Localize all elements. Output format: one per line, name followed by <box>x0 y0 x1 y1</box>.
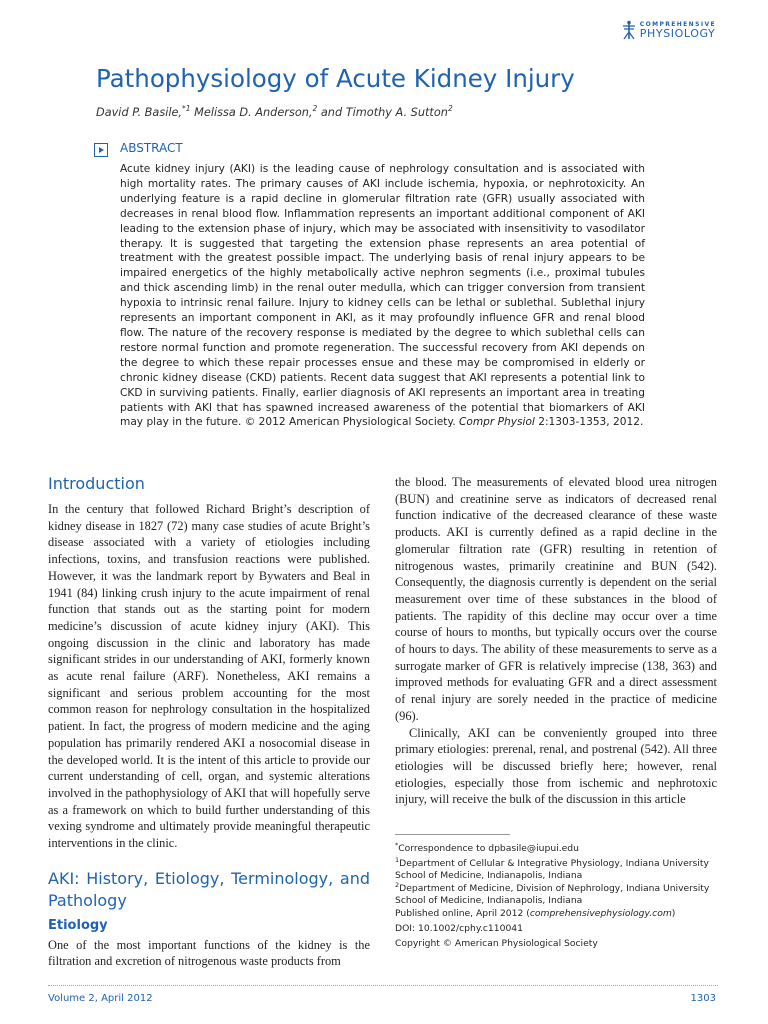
author-2-sup: 2 <box>312 104 318 113</box>
footnote-doi: DOI: 10.1002/cphy.c110041 <box>395 923 523 934</box>
abstract-heading: ABSTRACT <box>120 141 183 155</box>
footer-divider <box>48 985 718 986</box>
published-suffix: ) <box>671 908 676 919</box>
etiology-heading: Etiology <box>48 917 108 933</box>
footnote-copyright: Copyright © American Physiological Society <box>395 938 598 949</box>
author-1: David P. Basile, <box>96 105 183 119</box>
author-and: and <box>320 105 343 119</box>
corr-sup: * <box>395 841 399 849</box>
footnote-affiliation-1 <box>395 855 725 881</box>
aff2-text: Department of Medicine, Division of Nephrology, Indiana University School of Medicine, Indianapolis, Indiana <box>395 883 710 906</box>
abstract-text <box>120 162 645 430</box>
aff1-sup: 1 <box>395 856 400 864</box>
footnote-divider <box>395 834 510 835</box>
published-site-link[interactable]: comprehensivephysiology.com <box>529 908 672 919</box>
logo-bottom-text: PHYSIOLOGY <box>639 26 716 40</box>
footnote-published <box>395 908 725 920</box>
footnote-affiliation-2 <box>395 880 725 906</box>
intro-heading: Introduction <box>48 474 145 493</box>
abstract-play-icon[interactable] <box>94 143 108 157</box>
right-paragraph-2: Clinically, AKI can be conveniently grouped into three primary etiologies: prerenal, renal, and postrenal (542). All three etiologies will be discussed briefly here; however, renal etiologies, especially those from ischemic and nephrotoxic injury, will receive the bulk of the discussion in this article <box>395 725 717 807</box>
journal-logo <box>622 20 716 40</box>
corr-text: Correspondence to dpbasile@iupui.edu <box>398 843 579 855</box>
author-list <box>96 104 453 119</box>
caduceus-figure-icon <box>622 20 636 40</box>
logo-top-text: COMPREHENSIVE <box>639 20 716 28</box>
article-title: Pathophysiology of Acute Kidney Injury <box>96 64 575 93</box>
published-prefix: Published online, April 2012 ( <box>395 908 530 919</box>
author-3: Timothy A. Sutton <box>345 105 448 119</box>
intro-paragraph: In the century that followed Richard Bright’s description of kidney disease in 1827 (72) many case studies of acute Bright’s disease associated with a variety of etiologies including infections, toxins, and transfusion reactions were published. However, it was the landmark report by Bywaters and Beal in 1941 (84) linking crush injury to the acute impairment of renal function that stands out as the starting point for modern medicine’s discussion of acute kidney injury (AKI). This ongoing discussion in the clinic and laboratory has made significant strides in our understanding of AKI, formerly known as acute renal failure (ARF). Nonetheless, AKI remains a significant and serious problem accounting for the most common reason for nephrology consultation in the hospitalized patient. In fact, the progress of modern medicine and the aging population has primarily rendered AKI a nosocomial disease in the developed world. It is the intent of this article to provide our current understanding of cell, organ, and systemic alterations involved in the pathophysiology of AKI that will hopefully serve as a framework on which to build further understanding of this vexing syndrome and ultimately provide meaningful therapeutic interventions in the clinic. <box>48 502 370 851</box>
aff2-sup: 2 <box>395 881 400 889</box>
author-1-sup: *1 <box>182 104 191 113</box>
left-column <box>48 473 370 970</box>
abstract-cite-rest: 2:1303-1353, 2012. <box>538 416 644 429</box>
aff1-text: Department of Cellular & Integrative Physiology, Indiana University School of Medicine, Indianapolis, Indiana <box>395 858 709 881</box>
author-3-sup: 2 <box>447 104 453 113</box>
section-heading: AKI: History, Etiology, Terminology, and Pathology <box>48 868 370 910</box>
page-number: 1303 <box>690 993 716 1004</box>
footnote-correspondence <box>395 840 725 855</box>
footer-volume: Volume 2, April 2012 <box>48 993 153 1004</box>
author-2: Melissa D. Anderson, <box>194 105 313 119</box>
right-paragraph-1: the blood. The measurements of elevated blood urea nitrogen (BUN) and creatinine serve as indicators of decreased renal function indicative of the decreased clearance of these waste products. AKI is currently defined as a rapid decline in the glomerular filtration rate (GFR) resulting in retention of nitrogenous wastes, primarily creatinine and BUN (542). Consequently, the diagnosis currently is dependent on the serial measurement over time of these substances in the blood of patients. The rapidity of this decline may occur over a time course of hours to months, but typically occurs over the course of hours to days. The ability of these measurements to serve as a surrogate marker of GFR is relatively imprecise (138, 363) and improved methods for evaluating GFR and a direct assessment of renal injury are sorely needed in the practice of medicine (96). <box>395 475 717 723</box>
abstract-body: Acute kidney injury (AKI) is the leading cause of nephrology consultation and is associated with high mortality rates. The primary causes of AKI include ischemia, hypoxia, or nephrotoxicity. An underlying feature is a rapid decline in glomerular filtration rate (GFR) usually associated with decreases in renal blood flow. Inflammation represents an important additional component of AKI leading to the extension phase of injury, which may be associated with insensitivity to vasodilator therapy. It is suggested that targeting the extension phase represents an area potential of treatment with the greatest possible impact. The underlying basis of renal injury appears to be impaired energetics of the highly metabolically active nephron segments (i.e., proximal tubules and thick ascending limb) in the renal outer medulla, which can trigger conversion from transient hypoxia to intrinsic renal failure. Injury to kidney cells can be lethal or sublethal. Sublethal injury represents an important component in AKI, as it may profoundly influence GFR and renal blood flow. The nature of the recovery response is mediated by the degree to which sublethal cells can restore normal function and promote regeneration. The successful recovery from AKI depends on the degree to which these repair processes ensue and these may be compromised in elderly or chronic kidney disease (CKD) patients. Recent data suggest that AKI represents a potential link to CKD in surviving patients. Finally, earlier diagnosis of AKI represents an important area in treating patients with AKI that has spawned increased awareness of the potential that biomarkers of AKI may play in the future. © 2012 American Physiological Society. <box>120 163 645 429</box>
abstract-cite-journal: Compr Physiol <box>458 416 535 429</box>
right-column <box>395 474 717 808</box>
etiology-paragraph: One of the most important functions of the kidney is the filtration and excretion of nitrogenous waste products from <box>48 937 370 969</box>
